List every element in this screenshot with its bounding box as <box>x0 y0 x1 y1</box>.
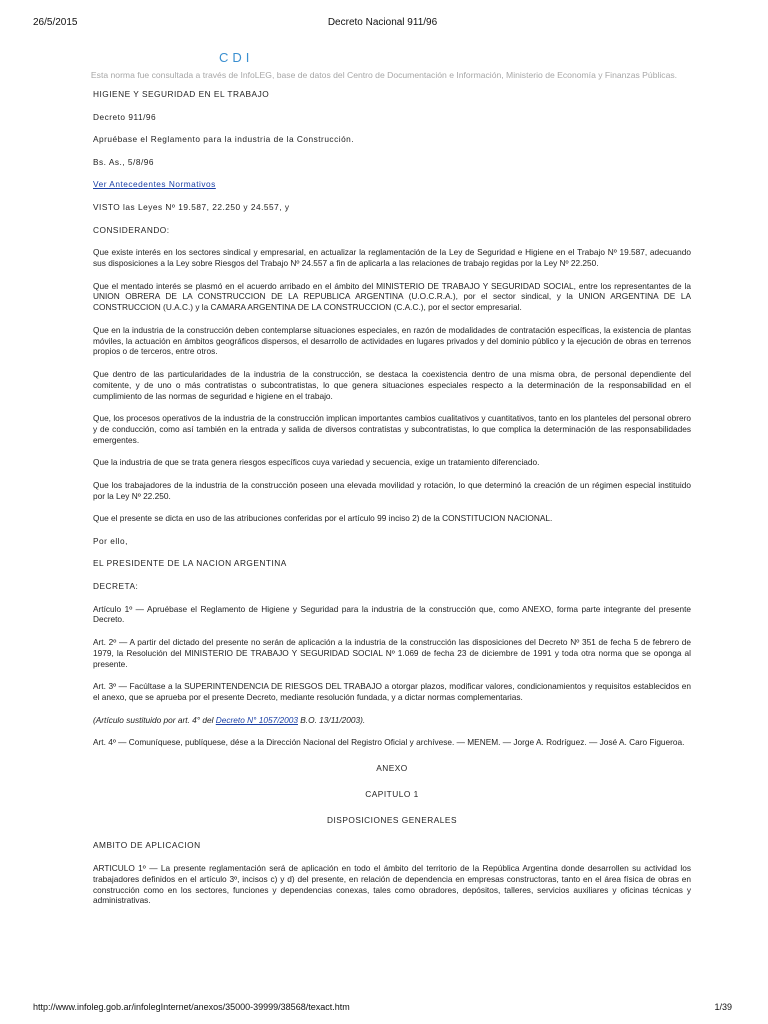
anexo-heading: ANEXO <box>376 763 408 774</box>
document-body <box>93 89 691 918</box>
paragraph: Que el presente se dicta en uso de las atribuciones conferidas por el artículo 99 inciso 2) de la CONSTITUCION NACIONAL. <box>93 513 553 524</box>
decree-summary: Apruébase el Reglamento para la industria de la Construcción. <box>93 134 355 145</box>
article-1: Artículo 1º — Apruébase el Reglamento de Higiene y Seguridad para la industria de la construcción que, como ANEXO, forma parte integrante del presente Decreto. <box>93 603 691 625</box>
article-3: Art. 3º — Facúltase a la SUPERINTENDENCIA DE RIESGOS DEL TRABAJO a otorgar plazos, modificar valores, condicionamientos y requisitos establecidos en el anexo, que se aprueba por el presente Decreto, mediante resolución fundada, y a dictar normas complementarias. <box>93 681 691 703</box>
print-title: Decreto Nacional 911/96 <box>327 17 438 28</box>
paragraph: Que en la industria de la construcción deben contemplarse situaciones especiales, en razón de modalidades de contratación específicas, la existencia de plantas móviles, la actuación en ámbitos geográficos dispersos, el desarrollo de actividades en lugares privados y del dominio público y la ejecución de obras en terrenos propios o de terceros, entre otros. <box>93 324 691 357</box>
antecedentes-link[interactable]: Ver Antecedentes Normativos <box>93 179 216 190</box>
paragraph: Que la industria de que se trata genera riesgos específicos cuya variedad y secuencia, exige un tratamiento diferenciado. <box>93 457 540 468</box>
visto: VISTO las Leyes Nº 19.587, 22.250 y 24.557, y <box>93 201 290 212</box>
source-note: Esta norma fue consultada a través de InfoLEG, base de datos del Centro de Documentación e Información, Ministerio de Economía y Finanzas Públicas. <box>90 70 678 80</box>
article-4: Art. 4º — Comuníquese, publíquese, dése a la Dirección Nacional del Registro Oficial y archívese. — MENEM. — Jorge A. Rodríguez. — José A. Caro Figueroa. <box>93 737 685 748</box>
paragraph: Que los trabajadores de la industria de la construcción poseen una elevada movilidad y rotación, lo que determinó la creación de un régimen especial instituido por la Ley Nº 22.250. <box>93 479 691 501</box>
paragraph: Que dentro de las particularidades de la industria de la construcción, se destaca la coexistencia dentro de una misma obra, de personal dependiente del comitente, y de uno o más contratistas o subcontratistas, lo que genera situaciones especiales respecto a la determinación de la responsabilidad en el cumplimiento de las normas de seguridad e higiene en el trabajo. <box>93 368 691 401</box>
ambito-heading: AMBITO DE APLICACION <box>93 840 201 851</box>
presidente: EL PRESIDENTE DE LA NACION ARGENTINA <box>93 558 287 569</box>
print-header <box>33 17 732 31</box>
por-ello: Por ello, <box>93 535 128 546</box>
print-date: 26/5/2015 <box>33 17 78 28</box>
doc-heading: HIGIENE Y SEGURIDAD EN EL TRABAJO <box>93 89 270 99</box>
article-2: Art. 2º — A partir del dictado del presente no serán de aplicación a la industria de la construcción las disposiciones del Decreto Nº 351 de fecha 5 de febrero de 1979, la Resolución del MINISTERIO DE TRABAJO Y SEGURIDAD SOCIAL Nº 1.069 de fecha 23 de diciembre de 1991 y toda otra norma que se oponga al presente. <box>93 637 691 669</box>
articulo-1: ARTICULO 1º — La presente reglamentación será de aplicación en todo el ámbito del territorio de la República Argentina donde desarrollen su actividad los trabajadores definidos en el artículo 3º, incisos c) y d) del presente, en relación de dependencia en empresas constructoras, tanto en el área física de obras en construcción como en los sectores, funciones y dependencias conexas, tales como obradores, depósitos, talleres, servicios auxiliares y oficinas técnicas y administrativas. <box>93 863 691 906</box>
capitulo-heading: CAPITULO 1 <box>365 788 419 799</box>
cdi-logo: CDI <box>219 50 254 65</box>
considerando: CONSIDERANDO: <box>93 224 170 235</box>
decreto-1057-link[interactable]: Decreto N° 1057/2003 <box>215 714 298 725</box>
page-number: 1/39 <box>714 1002 732 1012</box>
print-footer <box>33 1002 732 1014</box>
decreta: DECRETA: <box>93 581 139 592</box>
place-date: Bs. As., 5/8/96 <box>93 156 155 167</box>
article-3-note: (Artículo sustituido por art. 4° del Decreto N° 1057/2003 B.O. 13/11/2003). <box>93 714 366 725</box>
decree-number: Decreto 911/96 <box>93 111 157 122</box>
paragraph: Que el mentado interés se plasmó en el acuerdo arribado en el ámbito del MINISTERIO DE TRABAJO Y SEGURIDAD SOCIAL, entre los representantes de la UNION OBRERA DE LA CONSTRUCCION DE LA REPUBLICA ARGENTINA (U.O.C.R.A.), por el sector sindical, y la UNION ARGENTINA DE LA CONSTRUCCION (U.A.C.) y la CAMARA ARGENTINA DE LA CONSTRUCCION (C.A.C.), por el sector empresarial. <box>93 280 691 313</box>
paragraph: Que, los procesos operativos de la industria de la construcción implican importantes cambios cualitativos y cuantitativos, tanto en los planteles del personal obrero y de conducción, como así también en la entrada y salida de diversos contratistas y subcontratistas, lo que complica la determinación de las responsabilidades emergentes. <box>93 413 691 445</box>
print-url: http://www.infoleg.gob.ar/infolegInternet/anexos/35000-39999/38568/texact.htm <box>33 1002 350 1012</box>
paragraph: Que existe interés en los sectores sindical y empresarial, en actualizar la reglamentación de la Ley de Seguridad e Higiene en el Trabajo Nº 19.587, adecuando sus disposiciones a la Ley sobre Riesgos del Trabajo Nº 24.557 a fin de aplicarla a las relaciones de trabajo regidas por la Ley Nº 22.250. <box>93 247 691 268</box>
disposiciones-heading: DISPOSICIONES GENERALES <box>327 814 457 825</box>
